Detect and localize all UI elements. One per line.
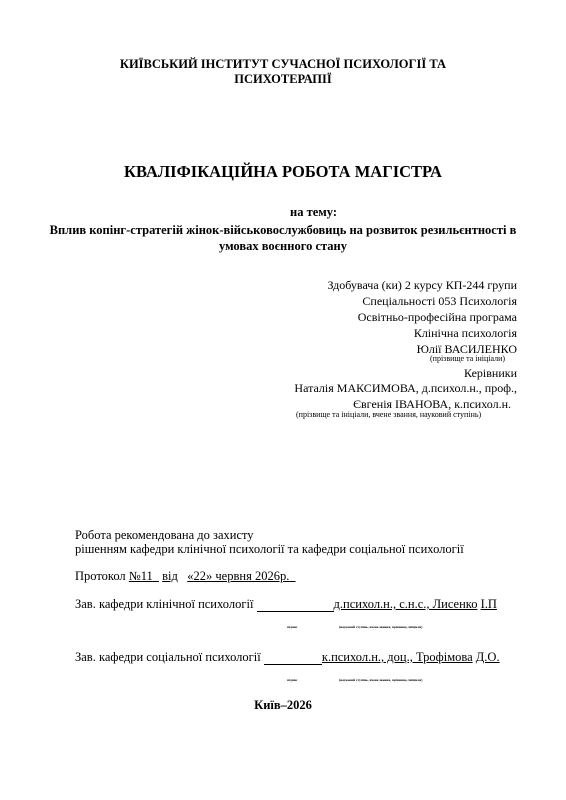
protocol-line [75,569,296,584]
head2-initials: Д.О. [475,650,500,664]
student-program: Клінічна психологія [413,326,517,340]
topic-text: Вплив копінг-стратегій жінок-військовослужбовиць на розвиток резильєнтності в умовах воєнного стану [49,223,517,253]
student-name: Юлії ВАСИЛЕНКО [416,342,517,356]
head1-sign-label: підпис [287,625,298,629]
protocol-number-value: №11 [128,569,153,583]
head2-degree: к.психол.н., доц., Трофімова [321,650,473,664]
head2-label: Зав. кафедри соціальної психології [75,650,261,664]
head1-signature-blank [257,599,334,612]
head1-line [75,597,497,612]
protocol-number [129,569,159,583]
work-title: КВАЛІФІКАЦІЙНА РОБОТА МАГІСТРА [124,162,442,181]
student-program-label: Освітньо-професійна програма [357,310,517,324]
institute-name-line1: КИЇВСЬКИЙ ІНСТИТУТ СУЧАСНОЇ ПСИХОЛОГІЇ ТА [119,57,447,71]
head2-line [75,650,500,665]
institute-name-line2: ПСИХОТЕРАПІЇ [234,72,332,86]
head1-initials: І.П [480,597,497,611]
protocol-from: від [162,569,178,583]
head2-sign-note: (науковий ступінь, вчене звання, прізвище, ініціали) [339,678,423,682]
student-specialty: Спеціальності 053 Психологія [362,294,517,308]
student-course: Здобувача (ки) 2 курсу КП-244 групи [327,278,517,292]
head1-degree: д.психол.н., с.н.с., Лисенко [333,597,478,611]
topic-label: на тему: [290,205,338,219]
recommendation-line2: рішенням кафедри клінічної психології та кафедри соціальної психології [75,542,464,556]
protocol-date-value: «22» червня 2026р. [187,569,290,583]
protocol-label: Протокол [75,569,126,583]
head2-signature-blank [264,652,322,665]
protocol-date [187,569,295,583]
head1-label: Зав. кафедри клінічної психології [75,597,254,611]
student-name-note: (прізвище та ініціали) [430,354,506,363]
head1-sign-note: (науковий ступінь, вчене звання, прізвище, ініціали) [339,625,423,629]
head2-sign-label: підпис [287,678,298,682]
city-year: Київ–2026 [254,698,312,712]
supervisors-note: (прізвище та ініціали, вчене звання, науковий ступінь) [296,410,482,419]
recommendation-line1: Робота рекомендована до захисту [75,528,254,542]
supervisors-label: Керівники [464,366,517,380]
supervisor-2: Євгенія ІВАНОВА, к.психол.н. [353,397,511,411]
supervisor-1: Наталія МАКСИМОВА, д.психол.н., проф., [294,381,517,395]
